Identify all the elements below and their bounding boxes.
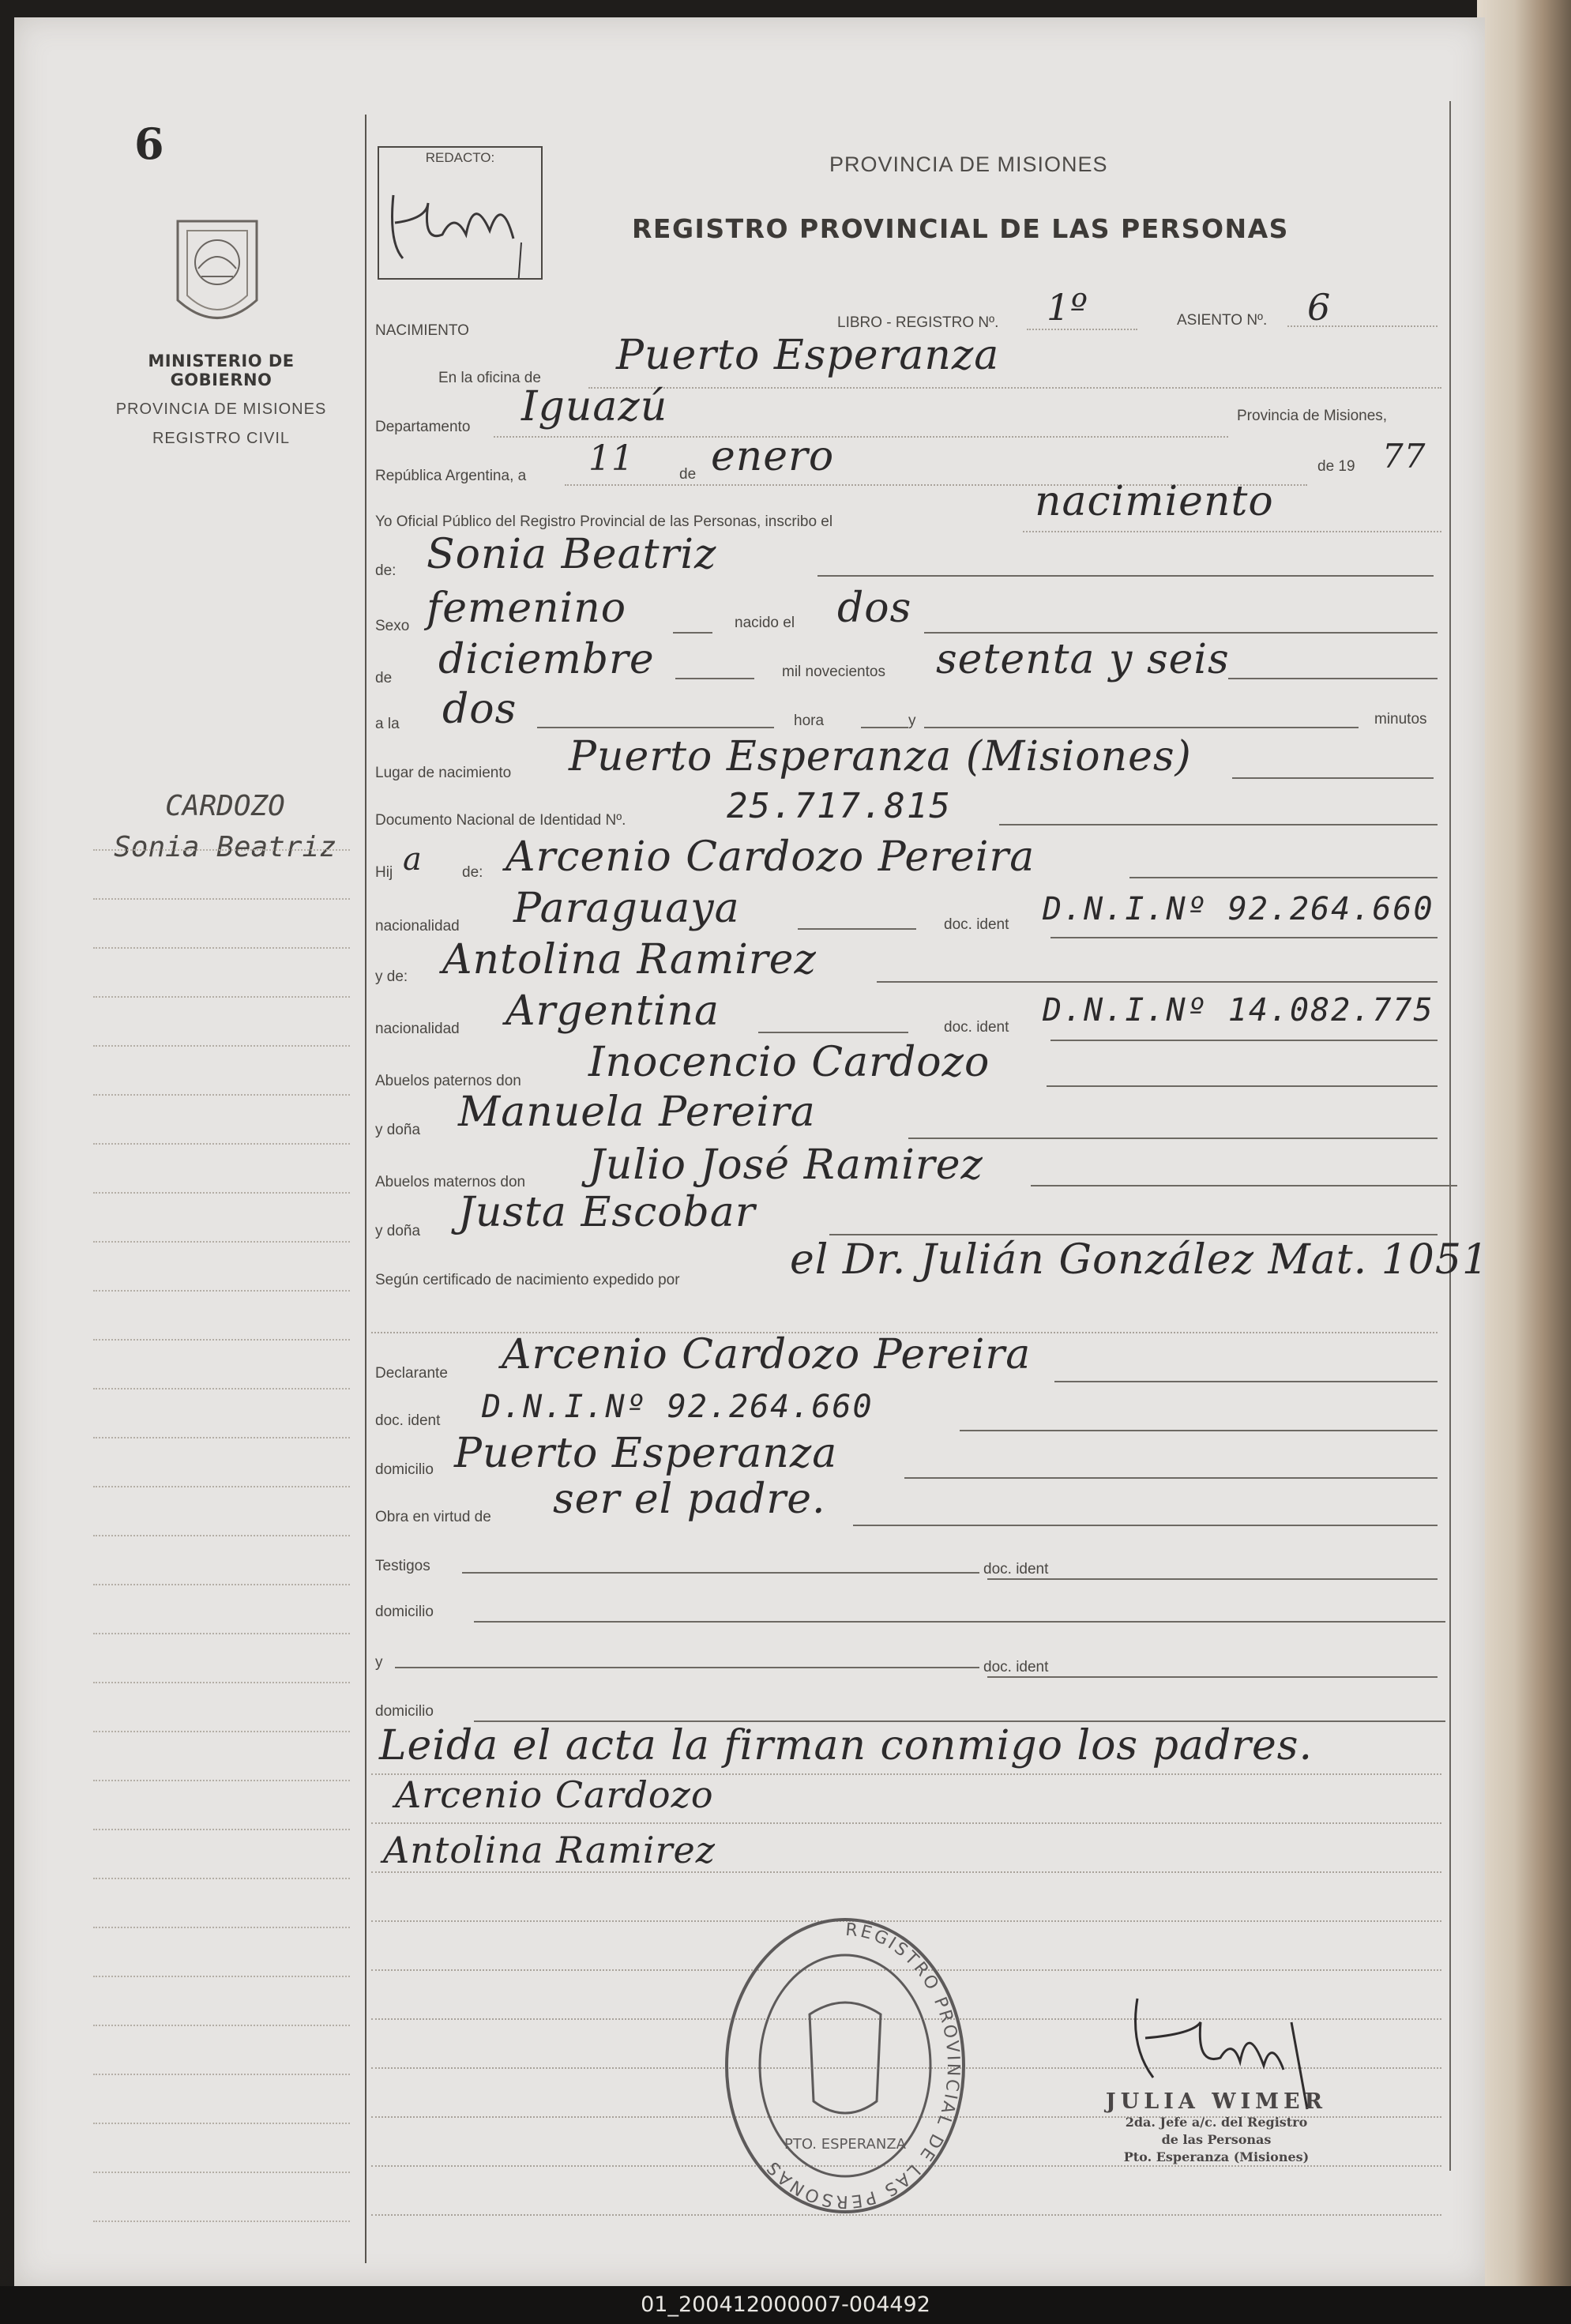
ministry-registry: REGISTRO CIVIL [152,430,291,447]
testigo2-line [395,1667,979,1668]
testigo2-domicilio-label: domicilio [375,1703,434,1720]
redacto-signature-icon [379,148,541,278]
nombre-label: de: [375,562,397,579]
nacido-mes: diciembre [438,636,655,683]
madre-line [877,981,1438,983]
hora-label: hora [794,713,825,729]
hora-line-2 [861,727,908,728]
sexo-value: femenino [427,585,627,632]
margin-given-name: Sonia Beatriz [114,831,336,863]
abuela-materna-line [829,1234,1438,1235]
form-right-border [1449,101,1451,2171]
stamp-bottom-text: PTO. ESPERANZA [784,2136,906,2153]
nacido-line [924,632,1438,634]
margin-rule [93,1927,350,1928]
abuela-materna-label: y doña [375,1223,421,1239]
hora-line [537,727,774,728]
margin-rule [93,1731,350,1732]
nacido-dia: dos [837,585,912,632]
margin-rule [93,849,350,851]
margin-rule [93,1192,350,1194]
testigo2-y-label: y [375,1654,383,1671]
ministry-name: MINISTERIO DE GOBIERNO [148,352,295,389]
libro-line [1027,329,1137,330]
sexo-label: Sexo [375,618,410,634]
margin-rule [93,1535,350,1536]
stamp-shield-icon [810,2002,881,2113]
margin-rule [93,898,350,900]
body-rule [371,1871,1441,1873]
madre-nac-line [758,1032,908,1033]
oficina-line [588,387,1441,389]
y-label: y [908,713,916,729]
lugar-label: Lugar de nacimiento [375,765,512,781]
margin-rule [93,1878,350,1879]
firma-padre: Arcenio Cardozo [395,1773,714,1816]
padre-doc-label: doc. ident [944,916,1009,933]
margin-note [83,786,367,868]
margin-rule [93,1045,350,1047]
padre-nacionalidad-value: Paraguaya [513,885,740,932]
abuelo-paterno-line [1047,1085,1438,1087]
padre-nac-line [798,928,916,930]
madre-nacionalidad-label: nacionalidad [375,1021,460,1037]
redacto-box [378,146,543,280]
official-title-2: de las Personas [1161,2132,1272,2147]
departamento-value: Iguazú [521,383,668,431]
declarante-doc-value: D.N.I.Nº 92.264.660 [482,1389,874,1425]
a-la-label: a la [375,716,400,732]
hora-value: dos [442,686,517,733]
margin-rule [93,1339,350,1341]
obra-line [853,1525,1438,1526]
book-spine [1477,0,1571,2324]
abuelo-materno-value: Julio José Ramirez [588,1141,983,1189]
hijo-sufijo: a [403,841,423,878]
abuelos-paternos-label: Abuelos paternos don [375,1073,521,1089]
libro-label: LIBRO - REGISTRO Nº. [837,314,999,331]
margin-rule [93,1633,350,1634]
anio-label: de 19 [1317,458,1355,475]
margin-rule [93,1780,350,1781]
official-signature-block [1074,2089,1359,2166]
padre-doc-value: D.N.I.Nº 92.264.660 [1043,891,1434,927]
padre-nacionalidad-label: nacionalidad [375,918,460,934]
madre-doc-value: D.N.I.Nº 14.082.775 [1043,992,1434,1029]
sexo-line [673,632,712,634]
declarante-label: Declarante [375,1365,448,1382]
republica-label: República Argentina, a [375,468,527,484]
registry-header: REGISTRO PROVINCIAL DE LAS PERSONAS [632,213,1289,244]
redacto-label: REDACTO: [425,150,495,165]
margin-surname: CARDOZO [165,790,285,822]
firma-madre: Antolina Ramirez [383,1829,716,1871]
margin-rule [93,1976,350,1977]
abuela-materna-value: Justa Escobar [458,1189,756,1236]
fecha-anio: 77 [1382,437,1426,476]
nombre-line [817,575,1434,577]
abuelo-materno-line [1031,1185,1457,1186]
minutos-line [924,727,1359,728]
provincia-label: Provincia de Misiones, [1237,408,1388,424]
asiento-line [1287,325,1438,327]
inscripcion-line [1023,531,1441,532]
madre-doc-label: doc. ident [944,1019,1009,1036]
province-header: PROVINCIA DE MISIONES [829,152,1108,176]
nombre-value: Sonia Beatriz [427,531,717,578]
nacido-label: nacido el [735,615,795,631]
nacido-anio: setenta y seis [936,636,1230,683]
official-stamp [719,1904,972,2220]
margin-rule [93,1094,350,1096]
oficina-value: Puerto Esperanza [616,332,1000,379]
oficina-label: En la oficina de [438,370,541,386]
declarante-line [1054,1381,1438,1382]
page-number: 6 [134,118,164,169]
declarante-value: Arcenio Cardozo Pereira [502,1331,1032,1378]
documento-label: Documento Nacional de Identidad Nº. [375,812,626,829]
testigo1-domicilio-line [474,1621,1445,1623]
margin-rule [93,2025,350,2026]
asiento-value: 6 [1307,286,1332,329]
mes-line [675,678,754,679]
abuelo-paterno-value: Inocencio Cardozo [588,1039,990,1086]
fecha-mes: enero [711,433,835,480]
obra-label: Obra en virtud de [375,1509,491,1525]
departamento-line [494,436,1228,438]
dni-value: 25.717.815 [727,786,952,826]
libro-value: 1º [1047,286,1088,329]
hijo-de-label: de: [462,864,483,881]
province-emblem-icon [162,213,272,340]
abuelos-maternos-label: Abuelos maternos don [375,1174,526,1190]
testigo2-doc-line [987,1676,1438,1678]
margin-rule [93,1241,350,1243]
nacimiento-label: NACIMIENTO [375,322,469,339]
margin-rule [93,2074,350,2075]
padre-value: Arcenio Cardozo Pereira [506,833,1035,881]
oficial-label: Yo Oficial Público del Registro Provincial de las Personas, inscribo el [375,513,833,530]
mes-label: de [375,670,393,686]
margin-rule [93,996,350,998]
inscripcion-value: nacimiento [1035,478,1274,525]
form-left-border [365,115,366,2263]
madre-doc-line [1050,1040,1438,1041]
margin-rule [93,1682,350,1683]
padre-doc-line [1050,937,1438,938]
official-title-1: 2da. Jefe a/c. del Registro [1125,2115,1308,2130]
asiento-label: ASIENTO Nº. [1177,312,1268,329]
official-name: JULIA WIMER [1105,2089,1328,2114]
testigos-line [462,1572,979,1574]
padre-line [1129,877,1438,878]
minutos-label: minutos [1374,711,1427,728]
margin-rule [93,1829,350,1830]
ministry-heading [95,352,348,448]
testigo1-doc-label: doc. ident [983,1561,1049,1578]
margin-rule [93,1584,350,1585]
margin-rule [93,2172,350,2173]
margin-rule [93,947,350,949]
fecha-de-label: de [679,466,697,483]
testigo1-doc-line [987,1578,1438,1580]
testigos-label: Testigos [375,1558,430,1574]
ministry-province: PROVINCIA DE MISIONES [115,400,327,418]
abuela-paterna-value: Manuela Pereira [458,1089,816,1136]
leida-text: Leida el acta la firman conmigo los padres. [379,1722,1314,1769]
lugar-line [1232,777,1434,779]
lugar-value: Puerto Esperanza (Misiones) [569,733,1192,780]
certificado-value: el Dr. Julián González Mat. 1051 [790,1236,1490,1284]
testigo2-doc-label: doc. ident [983,1659,1049,1675]
official-title-3: Pto. Esperanza (Misiones) [1123,2149,1310,2164]
segun-label: Según certificado de nacimiento expedido por [375,1272,680,1288]
dni-line [999,824,1438,825]
hijo-label: Hij [375,864,393,881]
margin-rule [93,1143,350,1145]
anio-line [1228,678,1438,679]
declarante-doc-label: doc. ident [375,1412,441,1429]
margin-rule [93,2221,350,2222]
margin-rule [93,2123,350,2124]
body-rule [371,1773,1441,1775]
madre-nacionalidad-value: Argentina [506,987,720,1035]
abuela-paterna-label: y doña [375,1122,421,1138]
departamento-label: Departamento [375,419,471,435]
declarante-domicilio-value: Puerto Esperanza [454,1430,838,1477]
fecha-dia: 11 [588,438,634,479]
margin-rule [93,1290,350,1292]
declarante-domicilio-line [904,1477,1438,1479]
margin-rule [93,1486,350,1487]
margin-rule [93,1437,350,1438]
abuela-paterna-line [908,1138,1438,1139]
madre-label: y de: [375,968,408,985]
obra-value: ser el padre. [553,1476,826,1523]
body-rule [371,1822,1441,1824]
image-id-footer: 01_200412000007-004492 [0,2286,1571,2324]
testigo1-domicilio-label: domicilio [375,1604,434,1620]
declarante-doc-line [960,1430,1438,1431]
stamp-ring-text: REGISTRO PROVINCIAL DE LAS PERSONAS [761,1920,964,2212]
declarante-domicilio-label: domicilio [375,1461,434,1478]
mil-label: mil novecientos [782,664,885,680]
madre-value: Antolina Ramirez [442,936,817,983]
margin-rule [93,1388,350,1390]
